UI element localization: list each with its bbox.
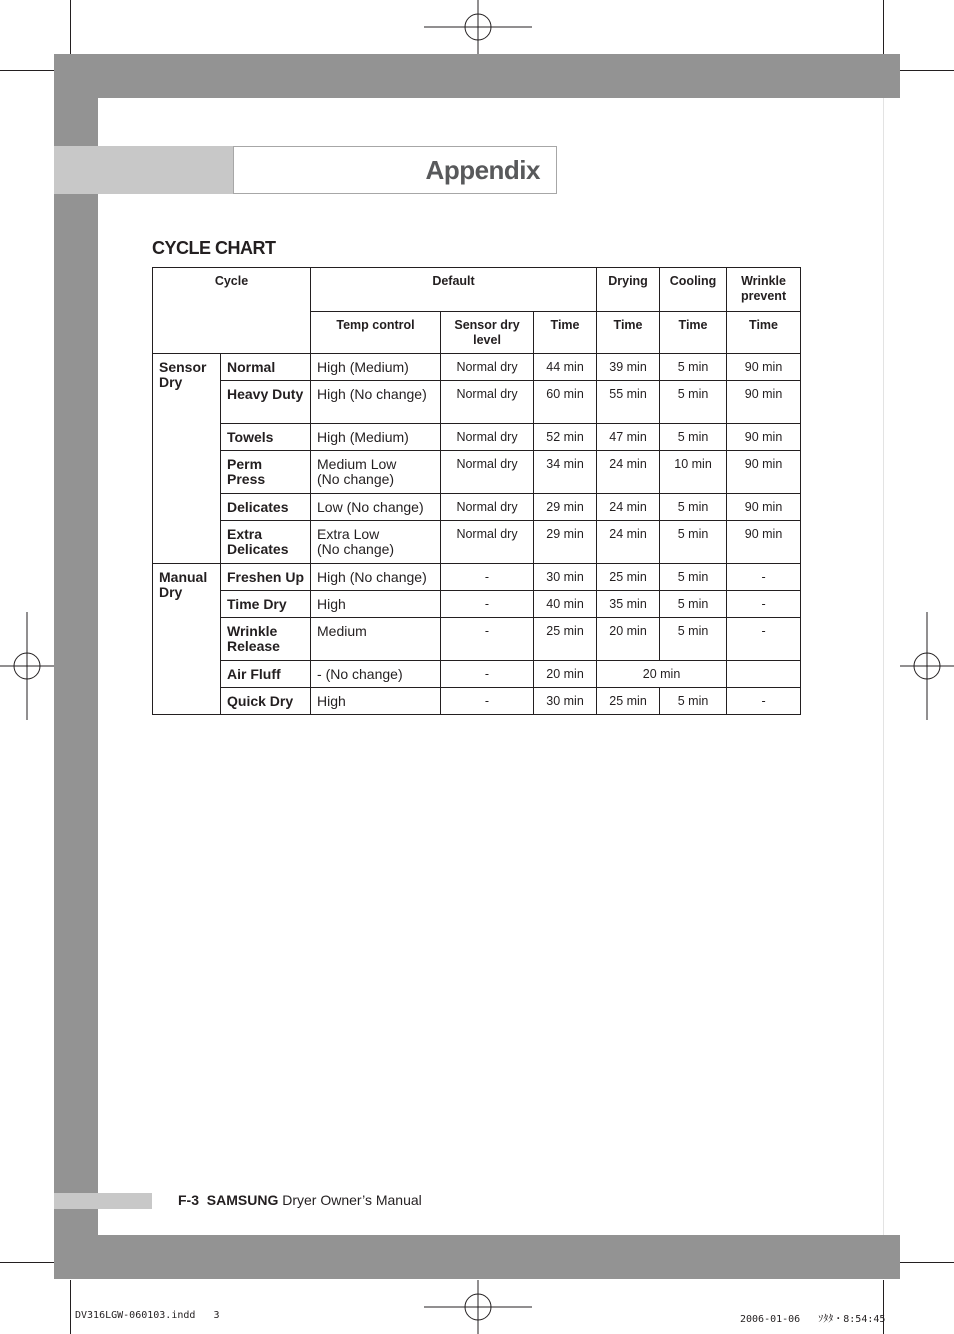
right-edge-rule [883, 98, 884, 1235]
drying-time-cell: 25 min [597, 688, 660, 715]
cooling-time-cell: 10 min [660, 451, 727, 494]
group-label: Sensor Dry [153, 354, 221, 564]
table-row [153, 591, 801, 618]
group-label: Manual Dry [153, 564, 221, 715]
header-time-wrinkle: Time [727, 312, 801, 354]
temp-control-cell: High (Medium) [311, 354, 441, 381]
sensor-dry-level-cell: Normal dry [441, 381, 534, 424]
temp-control-cell: High [311, 688, 441, 715]
header-time-drying: Time [597, 312, 660, 354]
temp-control-cell: Medium [311, 618, 441, 661]
table-row [153, 521, 801, 564]
temp-control-cell: - (No change) [311, 661, 441, 688]
slug-filename: DV316LGW-060103.indd 3 [75, 1310, 220, 1321]
crop-mark [883, 1280, 884, 1334]
drying-time-cell: 24 min [597, 494, 660, 521]
default-time-cell: 34 min [534, 451, 597, 494]
registration-mark-icon [424, 1280, 532, 1334]
sensor-dry-level-cell: - [441, 661, 534, 688]
sensor-dry-level-cell: - [441, 591, 534, 618]
cycle-name: Normal [221, 354, 311, 381]
header-cycle: Cycle [153, 268, 311, 354]
cooling-time-cell: 5 min [660, 618, 727, 661]
temp-control-cell: Medium Low (No change) [311, 451, 441, 494]
default-time-cell: 52 min [534, 424, 597, 451]
page-number: F-3 [178, 1192, 199, 1208]
cycle-name: Extra Delicates [221, 521, 311, 564]
crop-mark [70, 0, 71, 54]
crop-mark [70, 1280, 71, 1334]
section-title: CYCLE CHART [152, 238, 276, 258]
header-temp-control: Temp control [311, 312, 441, 354]
wrinkle-prevent-cell: 90 min [727, 494, 801, 521]
cooling-time-cell: 5 min [660, 688, 727, 715]
table-row [153, 494, 801, 521]
table-row [153, 451, 801, 494]
wrinkle-prevent-cell [727, 661, 801, 688]
cooling-time-cell: 5 min [660, 494, 727, 521]
cooling-time-cell: 5 min [660, 591, 727, 618]
wrinkle-prevent-cell: 90 min [727, 381, 801, 424]
cooling-time-cell: 5 min [660, 354, 727, 381]
table-row [153, 564, 801, 591]
sensor-dry-level-cell: - [441, 688, 534, 715]
sensor-dry-level-cell: - [441, 564, 534, 591]
cooling-time-cell: 5 min [660, 424, 727, 451]
bottom-band [54, 1235, 900, 1279]
wrinkle-prevent-cell: - [727, 688, 801, 715]
wrinkle-prevent-cell: 90 min [727, 451, 801, 494]
page-title: Appendix [425, 155, 540, 185]
default-time-cell: 44 min [534, 354, 597, 381]
drying-time-cell: 47 min [597, 424, 660, 451]
drying-time-cell: 35 min [597, 591, 660, 618]
wrinkle-prevent-cell: 90 min [727, 424, 801, 451]
sensor-dry-level-cell: Normal dry [441, 354, 534, 381]
header-default: Default [311, 268, 597, 312]
header-time-default: Time [534, 312, 597, 354]
sensor-dry-level-cell: Normal dry [441, 494, 534, 521]
sensor-dry-level-cell: - [441, 618, 534, 661]
cycle-name: Perm Press [221, 451, 311, 494]
cycle-name: Time Dry [221, 591, 311, 618]
sensor-dry-level-cell: Normal dry [441, 451, 534, 494]
top-band [54, 54, 900, 98]
default-time-cell: 60 min [534, 381, 597, 424]
drying-cooling-merged-cell: 20 min [597, 661, 727, 688]
drying-time-cell: 24 min [597, 521, 660, 564]
default-time-cell: 30 min [534, 564, 597, 591]
drying-time-cell: 20 min [597, 618, 660, 661]
registration-mark-icon [424, 0, 532, 54]
wrinkle-prevent-cell: 90 min [727, 354, 801, 381]
table-row [153, 354, 801, 381]
default-time-cell: 25 min [534, 618, 597, 661]
registration-mark-icon [0, 612, 54, 720]
cycle-name: Quick Dry [221, 688, 311, 715]
header-box [233, 146, 557, 194]
sensor-dry-level-cell: Normal dry [441, 521, 534, 564]
sensor-dry-level-cell: Normal dry [441, 424, 534, 451]
cooling-time-cell: 5 min [660, 521, 727, 564]
table-row [153, 381, 801, 424]
temp-control-cell: High [311, 591, 441, 618]
header-time-cooling: Time [660, 312, 727, 354]
default-time-cell: 40 min [534, 591, 597, 618]
cycle-name: Wrinkle Release [221, 618, 311, 661]
header-drying: Drying [597, 268, 660, 312]
table-row [153, 661, 801, 688]
registration-mark-icon [900, 612, 954, 720]
page-footer [178, 1192, 422, 1208]
header-light-band [54, 146, 234, 194]
default-time-cell: 29 min [534, 494, 597, 521]
default-time-cell: 29 min [534, 521, 597, 564]
temp-control-cell: Low (No change) [311, 494, 441, 521]
table-row [153, 424, 801, 451]
cycle-name: Delicates [221, 494, 311, 521]
temp-control-cell: High (No change) [311, 381, 441, 424]
wrinkle-prevent-cell: - [727, 564, 801, 591]
wrinkle-prevent-cell: - [727, 618, 801, 661]
temp-control-cell: High (No change) [311, 564, 441, 591]
cycle-name: Heavy Duty [221, 381, 311, 424]
header-cooling: Cooling [660, 268, 727, 312]
cooling-time-cell: 5 min [660, 564, 727, 591]
cooling-time-cell: 5 min [660, 381, 727, 424]
crop-mark [883, 0, 884, 54]
temp-control-cell: High (Medium) [311, 424, 441, 451]
table-row [153, 618, 801, 661]
table-row [153, 688, 801, 715]
wrinkle-prevent-cell: - [727, 591, 801, 618]
crop-mark [900, 1262, 954, 1263]
footer-text: Dryer Owner’s Manual [282, 1192, 422, 1208]
cycle-name: Freshen Up [221, 564, 311, 591]
cycle-name: Towels [221, 424, 311, 451]
default-time-cell: 20 min [534, 661, 597, 688]
header-wrinkle-prevent: Wrinkle prevent [727, 268, 801, 312]
default-time-cell: 30 min [534, 688, 597, 715]
crop-mark [900, 70, 954, 71]
drying-time-cell: 55 min [597, 381, 660, 424]
header-row [153, 268, 801, 312]
brand-name: SAMSUNG [206, 1192, 279, 1208]
crop-mark [0, 1262, 54, 1263]
header-sensor-dry-level: Sensor dry level [441, 312, 534, 354]
temp-control-cell: Extra Low (No change) [311, 521, 441, 564]
drying-time-cell: 39 min [597, 354, 660, 381]
cycle-name: Air Fluff [221, 661, 311, 688]
left-band [54, 54, 98, 1278]
cycle-chart-table [152, 267, 801, 715]
footer-light-band [54, 1193, 152, 1209]
wrinkle-prevent-cell: 90 min [727, 521, 801, 564]
drying-time-cell: 24 min [597, 451, 660, 494]
drying-time-cell: 25 min [597, 564, 660, 591]
crop-mark [0, 70, 54, 71]
slug-datetime: 2006-01-06 ｿﾀﾀ・8:54:45 [740, 1314, 886, 1325]
